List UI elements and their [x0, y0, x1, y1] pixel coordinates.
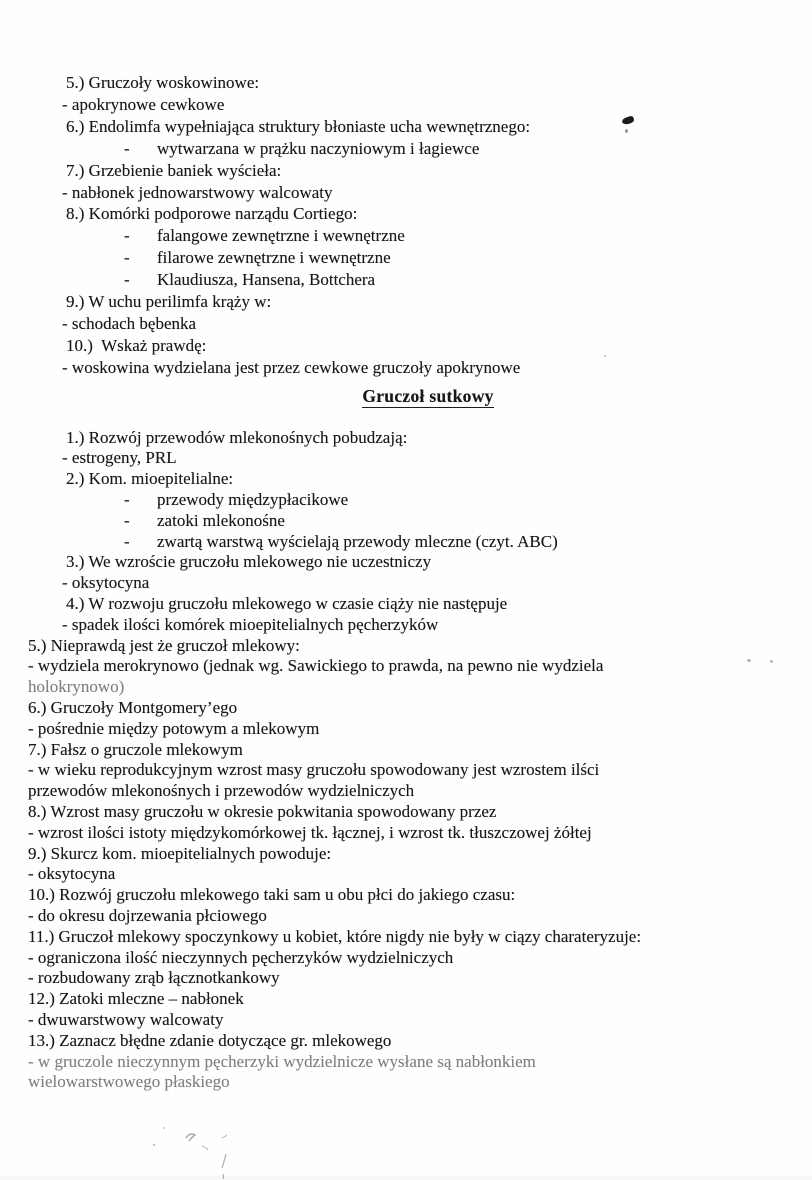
question-line: 6.) Gruczoły Montgomery’ego	[28, 698, 238, 718]
question-line: 7.) Grzebienie baniek wyścieła:	[66, 160, 282, 180]
ink-speck	[625, 129, 628, 133]
sub-answer-text: zwartą warstwą wyścielają przewody mleczne (czyt. ABC)	[157, 531, 558, 551]
answer-continuation-line: holokrynowo)	[28, 677, 125, 697]
sub-answer-text: Klaudiusza, Hansena, Bottchera	[157, 270, 376, 290]
sub-answer-line	[28, 247, 790, 269]
question-line: 10.) Wskaż prawdę:	[66, 335, 207, 355]
question-line: 5.) Nieprawdą jest że gruczoł mlekowy:	[28, 635, 300, 655]
question-line: 3.) We wzroście gruczołu mlekowego nie uczestniczy	[66, 552, 432, 572]
answer-line: - estrogeny, PRL	[62, 448, 177, 468]
question-line: 8.) Komórki podporowe narządu Cortiego:	[66, 204, 358, 224]
sub-answer-text: zatoki mlekonośne	[157, 510, 285, 530]
question-line: 2.) Kom. mioepitelialne:	[66, 469, 234, 489]
section-heading	[47, 385, 809, 407]
question-line: 5.) Gruczoły woskowinowe:	[66, 73, 260, 92]
sub-answer-line	[28, 269, 790, 291]
answer-line: - w wieku reprodukcyjnym wzrost masy gruczołu spowodowany jest wzrostem ilści	[28, 760, 600, 780]
answer-line: - rozbudowany zrąb łącznotkankowy	[28, 968, 280, 988]
answer-line: - do okresu dojrzewania płciowego	[28, 906, 267, 926]
answer-line: - nabłonek jednowarstwowy walcowaty	[62, 182, 333, 202]
answer-line: - oksytocyna	[62, 573, 150, 593]
sub-answer-line	[28, 138, 790, 160]
dash-bullet: -	[124, 270, 130, 290]
answer-line: - pośrednie między potowym a mlekowym	[28, 718, 320, 738]
question-line: 7.) Fałsz o gruczole mlekowym	[28, 739, 243, 759]
sub-answer-text: wytwarzana w prążku naczyniowym i łagiewce	[157, 138, 480, 158]
section-heading-text: Gruczoł sutkowy	[362, 385, 494, 406]
question-line: 11.) Gruczoł mlekowy spoczynkowy u kobiet, które nigdy nie były w ciązy charateryzuje:	[28, 926, 642, 946]
quiz-section-mammary-gland	[28, 428, 790, 1094]
answer-continuation-line: przewodów mlekonośnych i przewodów wydzielniczych	[28, 781, 415, 801]
document-content	[28, 72, 790, 1093]
sub-answer-text: filarowe zewnętrzne i wewnętrzne	[157, 248, 391, 268]
dash-bullet: -	[124, 510, 130, 530]
sub-answer-text: falangowe zewnętrzne i wewnętrzne	[157, 226, 405, 246]
sub-answer-line	[28, 225, 790, 247]
answer-line: - apokrynowe cewkowe	[62, 94, 225, 114]
scan-speck	[747, 659, 751, 662]
dash-bullet: -	[124, 248, 130, 268]
answer-line: - spadek ilości komórek mioepitelialnych pęcherzyków	[62, 614, 439, 634]
sub-answer-text: przewody międzypłacikowe	[157, 490, 349, 510]
question-line: 1.) Rozwój przewodów mlekonośnych pobudzają:	[66, 427, 408, 447]
dash-bullet: -	[124, 226, 130, 246]
answer-continuation-line: wielowarstwowego płaskiego	[28, 1072, 230, 1092]
answer-line: - wzrost ilości istoty międzykomórkowej tk. łącznej, i wzrost tk. tłuszczowej żółtej	[28, 822, 592, 842]
question-line: 6.) Endolimfa wypełniająca struktury błoniaste ucha wewnętrznego:	[66, 116, 531, 136]
pencil-scribble	[150, 1118, 260, 1180]
answer-line: - ograniczona ilość nieczynnych pęcherzyków wydzielniczych	[28, 947, 454, 967]
scan-speck	[604, 355, 606, 357]
dash-bullet: -	[124, 531, 130, 551]
question-line: 9.) W uchu perilimfa krąży w:	[66, 292, 272, 312]
dash-bullet: -	[124, 138, 130, 158]
sub-answer-line	[28, 532, 790, 553]
answer-line: - woskowina wydzielana jest przez cewkowe gruczoły apokrynowe	[62, 357, 521, 377]
question-line: 9.) Skurcz kom. mioepitelialnych powoduje:	[28, 843, 332, 863]
question-line: 4.) W rozwoju gruczołu mlekowego w czasie ciąży nie następuje	[66, 594, 508, 614]
sub-answer-line	[28, 511, 790, 532]
answer-line: - dwuwarstwowy walcowaty	[28, 1010, 224, 1029]
question-line: 13.) Zaznacz błędne zdanie dotyczące gr. mlekowego	[28, 1030, 392, 1050]
answer-line: - oksytocyna	[28, 864, 116, 884]
answer-line: - wydziela merokrynowo (jednak wg. Sawickiego to prawda, na pewno nie wydziela	[28, 656, 604, 676]
question-line: 8.) Wzrost masy gruczołu w okresie pokwitania spowodowany przez	[28, 802, 497, 822]
question-line: 12.) Zatoki mleczne – nabłonek	[28, 989, 244, 1009]
sub-answer-line	[28, 490, 790, 511]
answer-line: - w gruczole nieczynnym pęcherzyki wydzielnicze wysłane są nabłonkiem	[28, 1051, 536, 1071]
answer-line: - schodach bębenka	[62, 313, 197, 333]
quiz-section-ear-glands	[28, 72, 790, 379]
scan-speck	[770, 660, 773, 663]
dash-bullet: -	[124, 490, 130, 510]
question-line: 10.) Rozwój gruczołu mlekowego taki sam u obu płci do jakiego czasu:	[28, 885, 516, 905]
